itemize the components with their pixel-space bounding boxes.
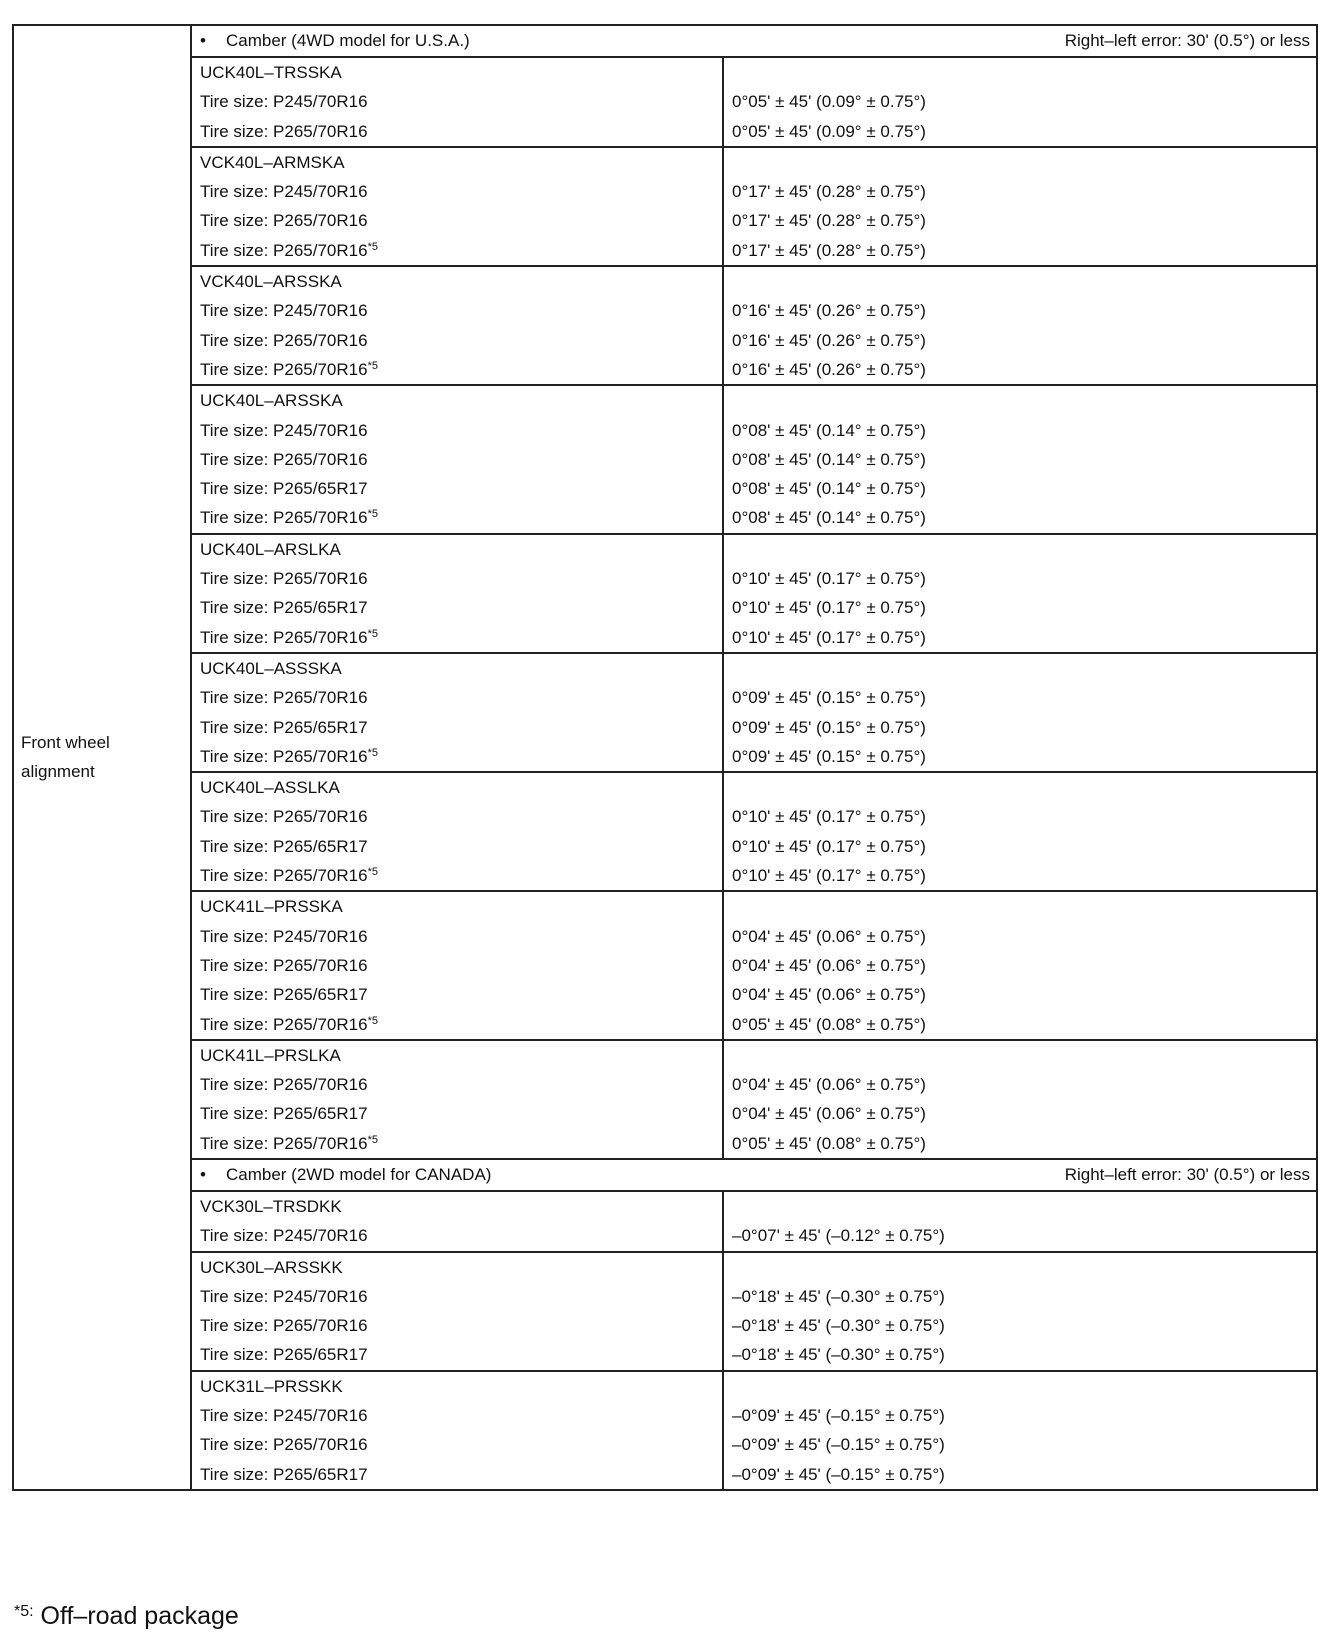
model-code: UCK41L–PRSLKA bbox=[200, 1045, 341, 1065]
tire-size-text: Tire size: P265/70R16 bbox=[200, 330, 368, 350]
section-tolerance-note: Right–left error: 30' (0.5°) or less bbox=[1064, 31, 1311, 50]
tire-size-text: Tire size: P265/70R16 bbox=[200, 746, 368, 766]
section-header bbox=[191, 1159, 1317, 1191]
tire-size-text: Tire size: P265/65R17 bbox=[200, 1464, 368, 1484]
footnote-text: Off–road package bbox=[40, 1602, 239, 1630]
tire-size-text: Tire size: P265/70R16 bbox=[200, 1435, 368, 1455]
tire-size bbox=[192, 1221, 722, 1250]
footnote-ref: *5 bbox=[367, 1133, 378, 1146]
value-cell bbox=[723, 385, 1317, 533]
footnote bbox=[14, 1602, 239, 1631]
value-spacer bbox=[724, 535, 1316, 564]
section-title bbox=[200, 31, 470, 51]
camber-value: 0°05' ± 45' (0.08° ± 0.75°) bbox=[732, 1133, 926, 1153]
model-code: VCK40L–ARMSKA bbox=[200, 152, 345, 172]
camber-value: 0°10' ± 45' (0.17° ± 0.75°) bbox=[732, 866, 926, 886]
row-label-line: Front wheel bbox=[21, 733, 110, 753]
value-cell bbox=[723, 1252, 1317, 1371]
camber-value: 0°04' ± 45' (0.06° ± 0.75°) bbox=[732, 985, 926, 1005]
model-cell bbox=[191, 1371, 723, 1490]
tire-size bbox=[192, 832, 722, 861]
value-spacer bbox=[724, 386, 1316, 415]
row-label-line: alignment bbox=[21, 762, 95, 782]
section-title-text: Camber (2WD model for CANADA) bbox=[226, 1164, 492, 1184]
tire-size-text: Tire size: P265/65R17 bbox=[200, 717, 368, 737]
tire-size-text: Tire size: P265/65R17 bbox=[200, 1104, 368, 1124]
model-group-row bbox=[13, 1040, 1317, 1159]
tire-size bbox=[192, 206, 722, 235]
tire-size-text: Tire size: P245/70R16 bbox=[200, 1226, 368, 1246]
tire-size bbox=[192, 861, 722, 890]
value-spacer bbox=[724, 267, 1316, 296]
tire-size-text: Tire size: P245/70R16 bbox=[200, 182, 368, 202]
tire-size bbox=[192, 802, 722, 831]
camber-value: 0°08' ± 45' (0.14° ± 0.75°) bbox=[732, 479, 926, 499]
tire-size-text: Tire size: P265/70R16 bbox=[200, 508, 368, 528]
tire-size bbox=[192, 1282, 722, 1311]
model-code: VCK30L–TRSDKK bbox=[200, 1196, 342, 1216]
tire-size bbox=[192, 236, 722, 265]
model-group-row bbox=[13, 534, 1317, 653]
tire-size bbox=[192, 177, 722, 206]
footnote-ref: *5 bbox=[367, 627, 378, 640]
camber-value: 0°09' ± 45' (0.15° ± 0.75°) bbox=[732, 688, 926, 708]
tire-size-text: Tire size: P265/70R16 bbox=[200, 121, 368, 141]
tire-size bbox=[192, 980, 722, 1009]
camber-value: –0°18' ± 45' (–0.30° ± 0.75°) bbox=[732, 1286, 945, 1306]
tire-size-text: Tire size: P265/65R17 bbox=[200, 598, 368, 618]
model-group-row bbox=[13, 57, 1317, 147]
value-cell bbox=[723, 772, 1317, 891]
camber-value: 0°05' ± 45' (0.09° ± 0.75°) bbox=[732, 121, 926, 141]
tire-size-text: Tire size: P265/70R16 bbox=[200, 627, 368, 647]
value-spacer bbox=[724, 1372, 1316, 1401]
tire-size bbox=[192, 1311, 722, 1340]
value-cell bbox=[723, 653, 1317, 772]
tire-size bbox=[192, 1401, 722, 1430]
camber-value: 0°10' ± 45' (0.17° ± 0.75°) bbox=[732, 627, 926, 647]
tire-size-text: Tire size: P265/70R16 bbox=[200, 449, 368, 469]
value-cell bbox=[723, 1040, 1317, 1159]
model-code: UCK40L–TRSSKA bbox=[200, 63, 342, 82]
tire-size bbox=[192, 1010, 722, 1039]
model-cell bbox=[191, 772, 723, 891]
model-group-row bbox=[13, 1371, 1317, 1490]
camber-value: 0°05' ± 45' (0.09° ± 0.75°) bbox=[732, 92, 926, 112]
front-wheel-alignment-table bbox=[12, 24, 1318, 1491]
model-cell bbox=[191, 1191, 723, 1252]
camber-value: 0°17' ± 45' (0.28° ± 0.75°) bbox=[732, 240, 926, 260]
value-cell bbox=[723, 1371, 1317, 1490]
tire-size-text: Tire size: P265/70R16 bbox=[200, 211, 368, 231]
footnote-ref: *5 bbox=[367, 508, 378, 521]
camber-value: 0°05' ± 45' (0.08° ± 0.75°) bbox=[732, 1014, 926, 1034]
tire-size bbox=[192, 296, 722, 325]
model-group-row bbox=[13, 772, 1317, 891]
tire-size bbox=[192, 1070, 722, 1099]
model-group-row bbox=[13, 1191, 1317, 1252]
tire-size bbox=[192, 951, 722, 980]
footnote-mark: *5: bbox=[14, 1603, 34, 1620]
model-code: UCK30L–ARSSKK bbox=[200, 1257, 343, 1277]
section-title-text: Camber (4WD model for U.S.A.) bbox=[226, 31, 470, 50]
tire-size bbox=[192, 503, 722, 532]
tire-size-text: Tire size: P245/70R16 bbox=[200, 1286, 368, 1306]
tire-size bbox=[192, 87, 722, 116]
camber-value: –0°18' ± 45' (–0.30° ± 0.75°) bbox=[732, 1345, 945, 1365]
model-group-row bbox=[13, 1252, 1317, 1371]
tire-size-text: Tire size: P265/65R17 bbox=[200, 836, 368, 856]
value-spacer bbox=[724, 892, 1316, 921]
tire-size-text: Tire size: P245/70R16 bbox=[200, 1406, 368, 1426]
camber-value: 0°17' ± 45' (0.28° ± 0.75°) bbox=[732, 182, 926, 202]
tire-size-text: Tire size: P265/70R16 bbox=[200, 1133, 368, 1153]
tire-size-text: Tire size: P245/70R16 bbox=[200, 926, 368, 946]
model-group-row bbox=[13, 653, 1317, 772]
camber-value: 0°09' ± 45' (0.15° ± 0.75°) bbox=[732, 746, 926, 766]
model-cell bbox=[191, 266, 723, 385]
camber-value: –0°09' ± 45' (–0.15° ± 0.75°) bbox=[732, 1464, 945, 1484]
camber-value: 0°16' ± 45' (0.26° ± 0.75°) bbox=[732, 301, 926, 321]
bullet-icon: • bbox=[200, 31, 206, 50]
camber-value: 0°10' ± 45' (0.17° ± 0.75°) bbox=[732, 807, 926, 827]
camber-value: 0°09' ± 45' (0.15° ± 0.75°) bbox=[732, 717, 926, 737]
section-tolerance-note: Right–left error: 30' (0.5°) or less bbox=[1064, 1164, 1311, 1184]
model-group-row bbox=[13, 147, 1317, 266]
camber-value: 0°10' ± 45' (0.17° ± 0.75°) bbox=[732, 598, 926, 618]
tire-size bbox=[192, 742, 722, 771]
camber-value: 0°08' ± 45' (0.14° ± 0.75°) bbox=[732, 508, 926, 528]
value-cell bbox=[723, 57, 1317, 147]
tire-size bbox=[192, 474, 722, 503]
tire-size bbox=[192, 623, 722, 652]
model-code: UCK31L–PRSSKK bbox=[200, 1376, 343, 1396]
value-cell bbox=[723, 1191, 1317, 1252]
camber-value: 0°08' ± 45' (0.14° ± 0.75°) bbox=[732, 449, 926, 469]
tire-size-text: Tire size: P265/70R16 bbox=[200, 1075, 368, 1095]
tire-size-text: Tire size: P265/70R16 bbox=[200, 359, 368, 379]
bullet-icon: • bbox=[200, 1164, 206, 1184]
tire-size-text: Tire size: P265/65R17 bbox=[200, 985, 368, 1005]
value-cell bbox=[723, 147, 1317, 266]
value-cell bbox=[723, 266, 1317, 385]
tire-size bbox=[192, 1430, 722, 1459]
camber-value: –0°18' ± 45' (–0.30° ± 0.75°) bbox=[732, 1316, 945, 1336]
model-cell bbox=[191, 891, 723, 1039]
tire-size-text: Tire size: P265/70R16 bbox=[200, 1316, 368, 1336]
spec-table-body bbox=[13, 25, 1317, 1490]
tire-size bbox=[192, 713, 722, 742]
model-cell bbox=[191, 534, 723, 653]
footnote-ref: *5 bbox=[367, 240, 378, 253]
model-cell bbox=[191, 147, 723, 266]
tire-size-text: Tire size: P265/65R17 bbox=[200, 1345, 368, 1365]
value-spacer bbox=[724, 148, 1316, 177]
value-cell bbox=[723, 891, 1317, 1039]
tire-size-text: Tire size: P265/70R16 bbox=[200, 569, 368, 589]
camber-value: 0°10' ± 45' (0.17° ± 0.75°) bbox=[732, 569, 926, 589]
camber-value: 0°10' ± 45' (0.17° ± 0.75°) bbox=[732, 836, 926, 856]
tire-size bbox=[192, 593, 722, 622]
tire-size-text: Tire size: P265/70R16 bbox=[200, 240, 368, 260]
tire-size-text: Tire size: P265/65R17 bbox=[200, 479, 368, 499]
model-code: UCK41L–PRSSKA bbox=[200, 897, 343, 917]
camber-value: 0°16' ± 45' (0.26° ± 0.75°) bbox=[732, 330, 926, 350]
footnote-ref: *5 bbox=[367, 746, 378, 759]
model-code: UCK40L–ARSSKA bbox=[200, 391, 343, 411]
tire-size-text: Tire size: P245/70R16 bbox=[200, 420, 368, 440]
tire-size-text: Tire size: P265/70R16 bbox=[200, 1014, 368, 1034]
value-spacer bbox=[724, 773, 1316, 802]
footnote-ref: *5 bbox=[367, 359, 378, 372]
tire-size-text: Tire size: P265/70R16 bbox=[200, 807, 368, 827]
tire-size bbox=[192, 117, 722, 146]
model-cell bbox=[191, 1040, 723, 1159]
model-code: VCK40L–ARSSKA bbox=[200, 272, 342, 292]
model-group-row bbox=[13, 891, 1317, 1039]
camber-value: 0°04' ± 45' (0.06° ± 0.75°) bbox=[732, 1104, 926, 1124]
value-spacer bbox=[724, 58, 1316, 87]
tire-size bbox=[192, 1340, 722, 1369]
value-spacer bbox=[724, 1041, 1316, 1070]
model-group-row bbox=[13, 266, 1317, 385]
model-cell bbox=[191, 385, 723, 533]
tire-size bbox=[192, 564, 722, 593]
camber-value: –0°09' ± 45' (–0.15° ± 0.75°) bbox=[732, 1435, 945, 1455]
model-cell bbox=[191, 653, 723, 772]
tire-size bbox=[192, 683, 722, 712]
model-code: UCK40L–ASSLKA bbox=[200, 778, 340, 798]
tire-size-text: Tire size: P265/70R16 bbox=[200, 955, 368, 975]
tire-size-text: Tire size: P265/70R16 bbox=[200, 866, 368, 886]
value-spacer bbox=[724, 1253, 1316, 1282]
tire-size bbox=[192, 1129, 722, 1158]
section-header-row bbox=[13, 25, 1317, 57]
camber-value: 0°04' ± 45' (0.06° ± 0.75°) bbox=[732, 1075, 926, 1095]
camber-value: –0°09' ± 45' (–0.15° ± 0.75°) bbox=[732, 1406, 945, 1426]
footnote-ref: *5 bbox=[367, 1014, 378, 1027]
camber-value: 0°04' ± 45' (0.06° ± 0.75°) bbox=[732, 955, 926, 975]
value-spacer bbox=[724, 654, 1316, 683]
camber-value: 0°17' ± 45' (0.28° ± 0.75°) bbox=[732, 211, 926, 231]
tire-size-text: Tire size: P245/70R16 bbox=[200, 301, 368, 321]
row-label-cell bbox=[13, 25, 191, 1490]
value-spacer bbox=[724, 1192, 1316, 1221]
camber-value: 0°08' ± 45' (0.14° ± 0.75°) bbox=[732, 420, 926, 440]
camber-value: –0°07' ± 45' (–0.12° ± 0.75°) bbox=[732, 1226, 945, 1246]
camber-value: 0°16' ± 45' (0.26° ± 0.75°) bbox=[732, 359, 926, 379]
tire-size bbox=[192, 326, 722, 355]
tire-size-text: Tire size: P265/70R16 bbox=[200, 688, 368, 708]
section-header bbox=[191, 25, 1317, 57]
model-cell bbox=[191, 57, 723, 147]
value-cell bbox=[723, 534, 1317, 653]
model-group-row bbox=[13, 385, 1317, 533]
model-cell bbox=[191, 1252, 723, 1371]
camber-value: 0°04' ± 45' (0.06° ± 0.75°) bbox=[732, 926, 926, 946]
model-code: UCK40L–ARSLKA bbox=[200, 539, 341, 559]
tire-size bbox=[192, 355, 722, 384]
model-code: UCK40L–ASSSKA bbox=[200, 658, 342, 678]
tire-size bbox=[192, 416, 722, 445]
tire-size-text: Tire size: P245/70R16 bbox=[200, 92, 368, 112]
tire-size bbox=[192, 1460, 722, 1489]
tire-size bbox=[192, 922, 722, 951]
footnote-ref: *5 bbox=[367, 866, 378, 879]
tire-size bbox=[192, 445, 722, 474]
section-title bbox=[200, 1165, 491, 1185]
section-header-row bbox=[13, 1159, 1317, 1191]
tire-size bbox=[192, 1099, 722, 1128]
